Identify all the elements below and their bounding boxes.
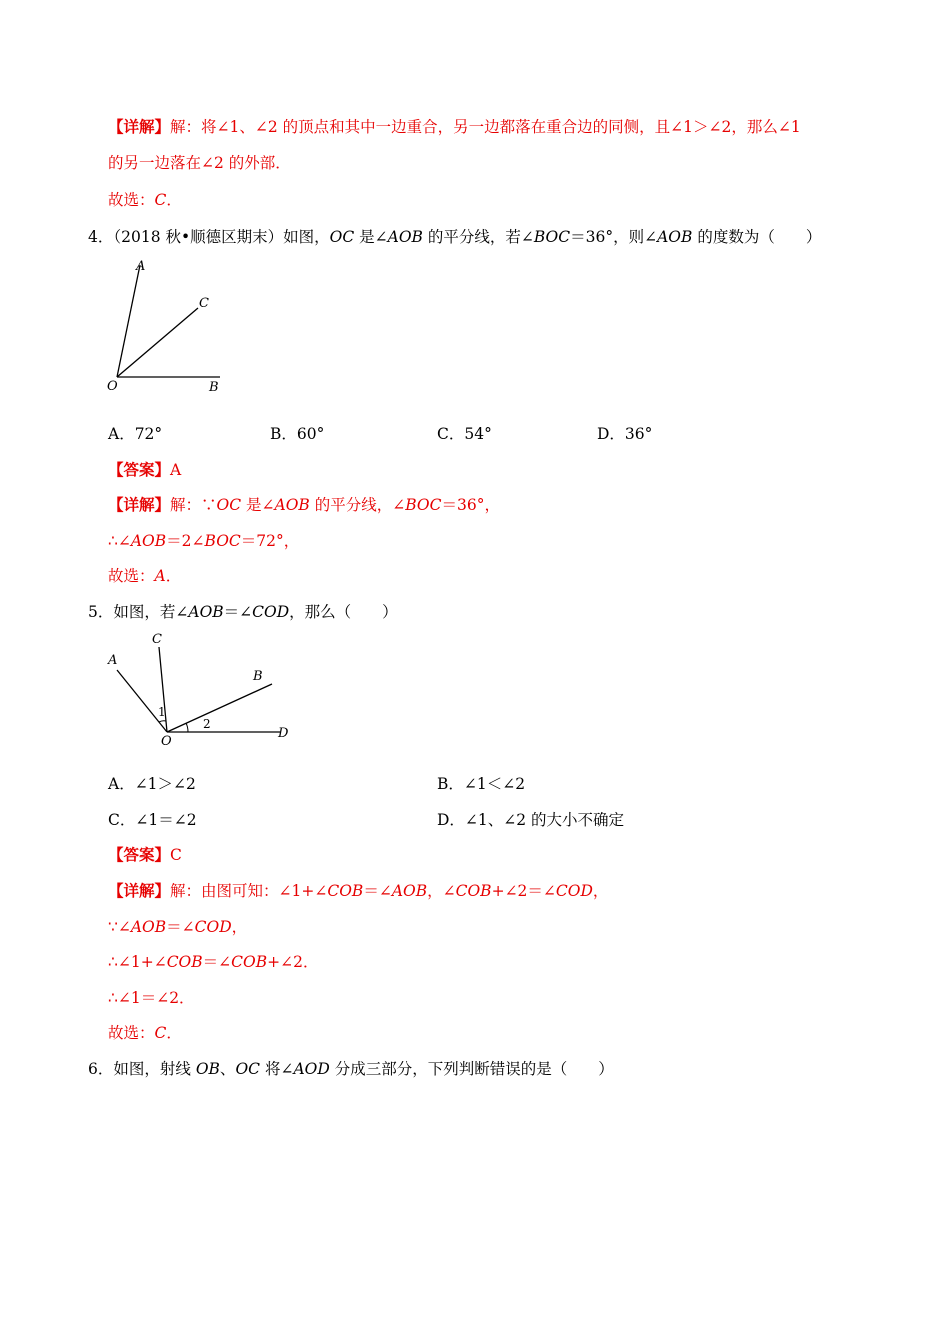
q4-step: ∴∠AOB＝2∠BOC＝72°， (108, 532, 300, 550)
q5-option-c[interactable]: C．∠1＝∠2 (108, 811, 197, 829)
q5-option-b[interactable]: B．∠1＜∠2 (437, 775, 526, 793)
label-b: B (253, 669, 263, 684)
q5-detail: 【详解】解：由图可知：∠1+∠COB＝∠AOB，∠COB+∠2＝∠COD， (108, 881, 609, 900)
label-o: O (161, 734, 172, 749)
label-angle-2: 2 (203, 717, 211, 731)
q4-stem: 4．（2018 秋•顺德区期末）如图，OC 是∠AOB 的平分线，若∠BOC＝36°，则∠AOB 的度数为（ ） (88, 228, 822, 246)
q5-conclusion: 故选：C． (108, 1024, 182, 1042)
q4-option-a[interactable]: A．72° (108, 425, 163, 443)
q5-stem: 5．如图，若∠AOB＝∠COD，那么（ ） (88, 603, 398, 621)
label-a: A (108, 653, 118, 668)
ray-ob (167, 684, 272, 732)
q3-conclusion: 故选：C． (108, 191, 182, 209)
q3-detail-line-2: 的另一边落在∠2 的外部． (108, 154, 291, 172)
q6-stem: 6．如图，射线 OB、OC 将∠AOD 分成三部分，下列判断错误的是（ ） (88, 1060, 614, 1078)
label-angle-1: 1 (158, 705, 166, 719)
q4-answer: 【答案】A (108, 460, 182, 479)
q5-therefore-2: ∴∠1＝∠2． (108, 989, 195, 1007)
label-a: A (136, 259, 146, 274)
q5-option-a[interactable]: A．∠1＞∠2 (108, 775, 196, 793)
q4-figure (100, 252, 240, 401)
q5-answer: 【答案】C (108, 845, 182, 864)
q5-because: ∵∠AOB＝∠COD， (108, 918, 248, 936)
q5-therefore-1: ∴∠1+∠COB＝∠COB+∠2． (108, 953, 319, 971)
label-c: C (199, 296, 209, 311)
label-c: C (152, 632, 162, 647)
label-d: D (278, 726, 289, 741)
angle-1-arc (159, 721, 166, 722)
q4-detail: 【详解】解：∵OC 是∠AOB 的平分线，∠BOC＝36°， (108, 495, 500, 514)
label-b: B (209, 380, 219, 395)
ray-oa (117, 670, 167, 732)
q4-option-b[interactable]: B．60° (270, 425, 325, 443)
label-o: O (107, 379, 118, 394)
q4-conclusion: 故选：A． (108, 567, 182, 585)
q5-figure (100, 626, 300, 755)
q4-option-d[interactable]: D．36° (597, 425, 653, 443)
q5-option-d[interactable]: D．∠1、∠2 的大小不确定 (437, 811, 625, 829)
q3-detail-line-1: 【详解】解：将∠1、∠2 的顶点和其中一边重合，另一边都落在重合边的同侧，且∠1＞∠2，那么∠1 (108, 117, 801, 136)
angle-2-arc (186, 723, 188, 732)
ray-oc (159, 647, 167, 732)
q4-option-c[interactable]: C．54° (437, 425, 492, 443)
